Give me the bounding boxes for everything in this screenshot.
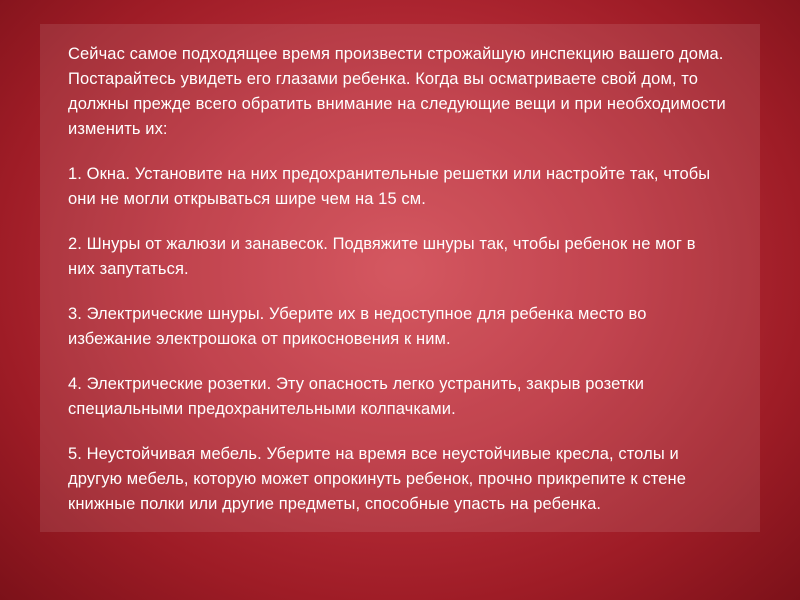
paragraph-intro: Сейчас самое подходящее время произвести строжайшую инспекцию вашего дома. Постарайтесь увидеть его глазами ребенка. Когда вы осматриваете свой дом, то должны прежде всего обратить внимание на следующие вещи и при необходимости изменить их: [68,45,726,138]
paragraph-item-2: 2. Шнуры от жалюзи и занавесок. Подвяжите шнуры так, чтобы ребенок не мог в них запутаться. [68,235,696,278]
paragraph-item-5: 5. Неустойчивая мебель. Уберите на время все неустойчивые кресла, столы и другую мебель, которую может опрокинуть ребенок, прочно прикрепите к стене книжные полки или другие предметы, способные упасть на ребенка. [68,445,686,513]
text-content-panel [40,24,760,532]
paragraph-item-1: 1. Окна. Установите на них предохранительные решетки или настройте так, чтобы они не могли открываться шире чем на 15 см. [68,165,711,208]
paragraph-item-4: 4. Электрические розетки. Эту опасность легко устранить, закрыв розетки специальными предохранительными колпачками. [68,375,645,418]
paragraph-item-3: 3. Электрические шнуры. Уберите их в недоступное для ребенка место во избежание электрошока от прикосновения к ним. [68,305,647,348]
